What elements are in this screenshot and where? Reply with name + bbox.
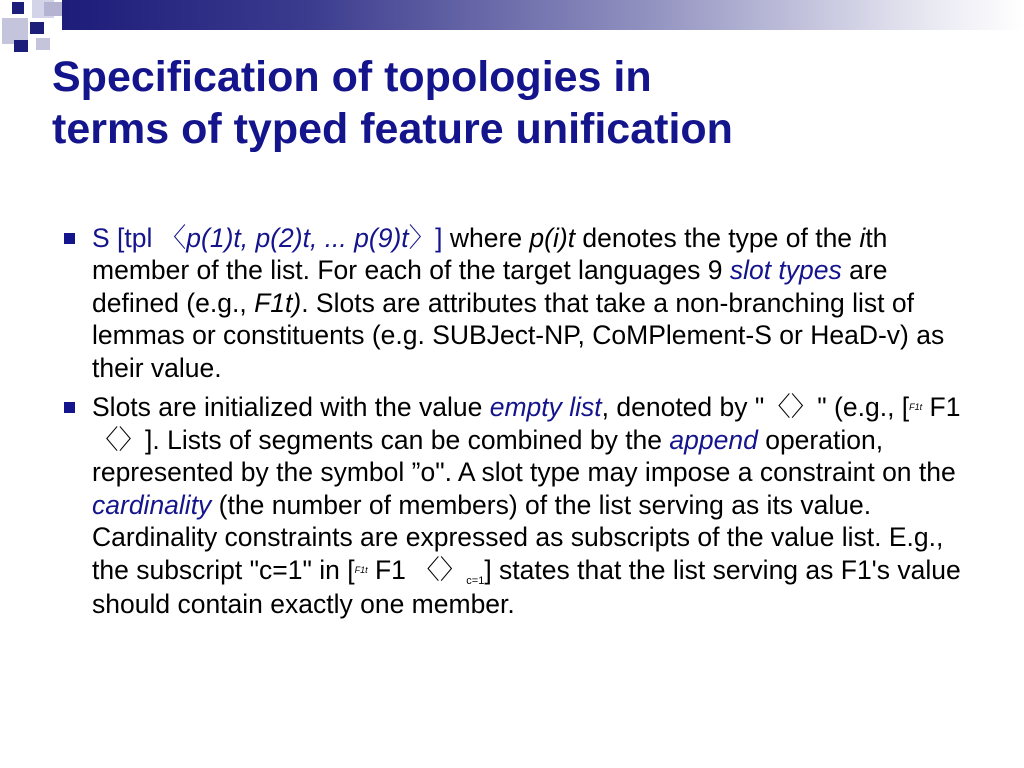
term-slot-types: slot types [729,255,842,286]
cardinality-subscript: c=1 [466,574,485,587]
term-empty-list: empty list [489,392,602,423]
bullet-item-1 [58,222,978,384]
header-gradient-band [62,0,1024,30]
text-run: (the number of members) of the list serving as its value. Cardinality constraints are expressed as subscripts of the value list. E.g., the subscript "c=1" in [ [92,489,944,585]
text-run: where [442,223,530,253]
term-i: i [859,223,866,253]
term-pit: p(i)t [529,223,576,253]
text-run: are defined (e.g., [92,255,888,318]
text-run: operation, represented by the symbol ”o". A slot type may impose a constraint on the [92,424,956,488]
square-bullet-icon [64,402,75,413]
text-run: F1 〈〉 [367,554,467,585]
deco-square [36,38,50,50]
square-bullet-icon [64,233,75,244]
text-run: . Slots are attributes that take a non-branching list of lemmas or constituents (e.g. SUBJect-NP, CoMPlement-S or HeaD-v) as their value. [92,287,945,383]
term-f1t: F1t) [254,287,302,318]
tpl-expression: S [tpl 〈 [92,223,187,253]
deco-square [14,40,28,52]
slide-body [58,222,978,627]
term-append: append [669,424,758,455]
deco-square [44,2,62,16]
text-run: F1 〈〉]. Lists of segments can be combined by the [92,392,961,455]
bullet-item-2 [58,391,978,620]
title-line-2: terms of typed feature unification [52,104,733,153]
header-decoration [0,0,1024,60]
text-run: ] states that the list serving as F1's value should contain exactly one member. [92,554,961,619]
text-run: th member of the list. For each of the target languages 9 [92,223,888,286]
tpl-args: p(1)t, p(2)t, ... p(9)t [186,223,409,253]
slot-label-f1t: F1t [354,564,368,575]
slide-title [52,52,992,155]
text-run: denotes the type of the [575,223,860,253]
text-run: , denoted by "〈〉" (e.g., [ [601,392,910,423]
tpl-close: 〉] [408,223,443,253]
deco-square [30,22,44,34]
text-run: Slots are initialized with the value [92,392,490,423]
term-cardinality: cardinality [92,489,212,520]
title-line-1: Specification of topologies in [52,53,652,101]
deco-square [12,2,24,14]
slot-label-f1t: F1t [909,402,923,413]
